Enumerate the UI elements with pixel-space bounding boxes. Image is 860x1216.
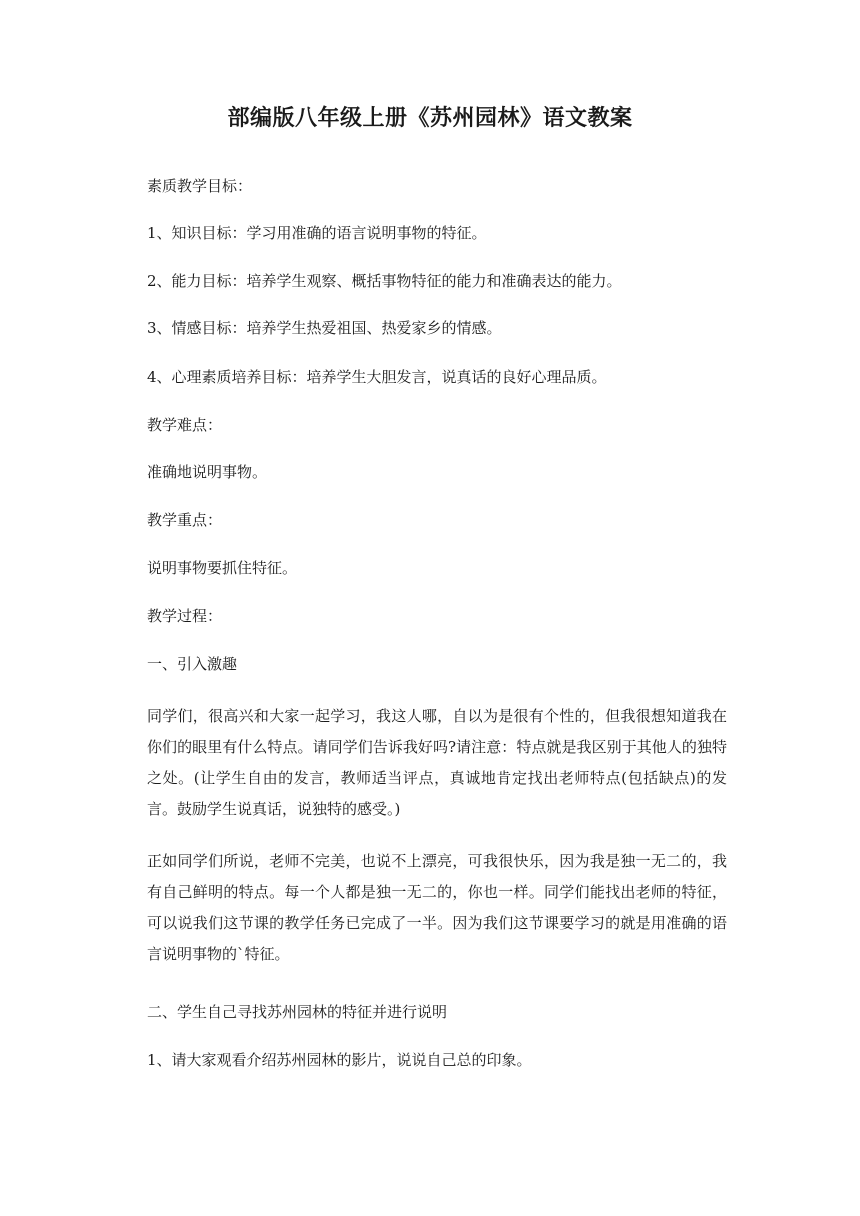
goal-knowledge: 1、知识目标：学习用准确的语言说明事物的特征。 [147,224,487,242]
goal-psychology: 4、心理素质培养目标：培养学生大胆发言，说真话的良好心理品质。 [147,368,607,386]
keypoint-heading: 教学重点： [147,511,223,529]
difficulty-text: 准确地说明事物。 [147,463,268,481]
paragraph-features: 正如同学们所说，老师不完美，也说不上漂亮，可我很快乐，因为我是独一无二的，我有自己鲜明的特点。每一个人都是独一无二的，你也一样。同学们能找出老师的特征，可以说我们这节课的教学任务已完成了一半。因为我们这节课要学习的就是用准确的语言说明事物的`特征。 [147,852,727,963]
section2-item1: 1、请大家观看介绍苏州园林的影片，说说自己总的印象。 [147,1051,532,1069]
paragraph-intro: 同学们，很高兴和大家一起学习，我这人哪，自以为是很有个性的，但我很想知道我在你们的眼里有什么特点。请同学们告诉我好吗?请注意：特点就是我区别于其他人的独特之处。(让学生自由的发言，教师适当评点，真诚地肯定找出老师特点(包括缺点)的发言。鼓励学生说真话，说独特的感受。) [147,707,727,818]
goals-heading: 素质教学目标： [147,177,253,195]
document-title: 部编版八年级上册《苏州园林》语文教案 [227,105,633,131]
difficulty-heading: 教学难点： [147,416,223,434]
goal-ability: 2、能力目标：培养学生观察、概括事物特征的能力和准确表达的能力。 [147,272,622,290]
goal-emotion: 3、情感目标：培养学生热爱祖国、热爱家乡的情感。 [147,319,502,337]
section1-heading: 一、引入激趣 [147,655,238,673]
process-heading: 教学过程： [147,607,223,625]
section2-heading: 二、学生自己寻找苏州园林的特征并进行说明 [147,1003,448,1021]
keypoint-text: 说明事物要抓住特征。 [147,559,298,577]
